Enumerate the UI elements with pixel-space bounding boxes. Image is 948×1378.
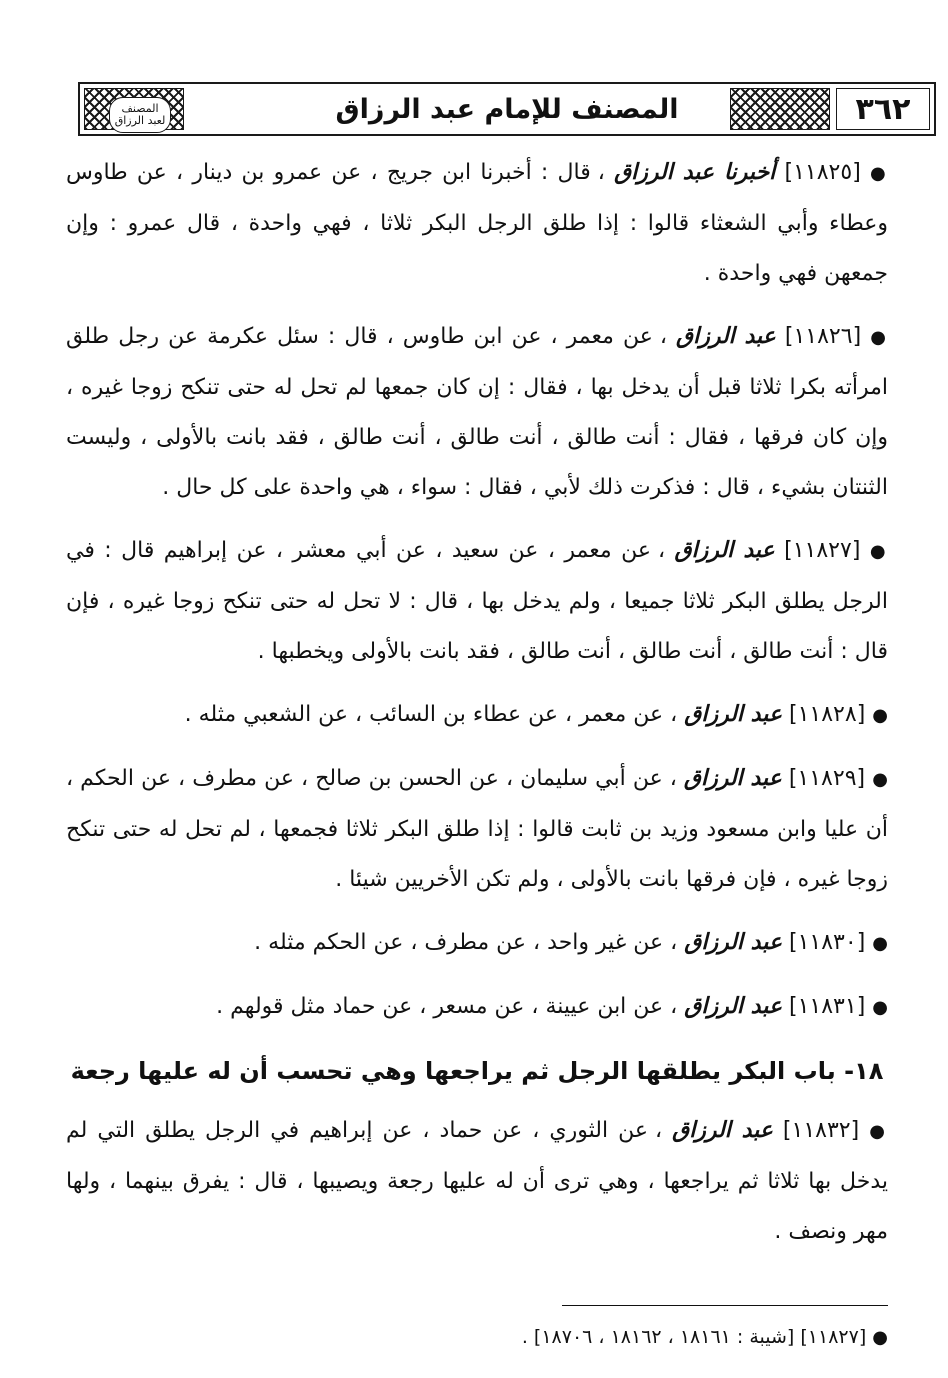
narrator-name: عبد الرزاق — [676, 324, 776, 349]
narrator-name: عبد الرزاق — [684, 702, 782, 727]
footnote-divider — [562, 1305, 888, 1306]
hadith-number: [١١٨٢٧] — [784, 538, 861, 563]
narrator-name: عبد الرزاق — [684, 930, 782, 955]
hadith-text: ، عن أبي سليمان ، عن الحسن بن صالح ، عن مطرف ، عن الحكم ، أن عليا وابن مسعود وزيد بن ثابت قالوا : إذا طلق البكر ثلاثا فجمعها ، لم تحل له حتى تنكح زوجا غيره ، فإن فرقها بانت بالأولى ، ولم تكن الأخريين شيئا . — [66, 766, 888, 892]
narrator-name: عبد الرزاق — [672, 1118, 773, 1143]
hadith-text: ، قال : أخبرنا ابن جريج ، عن عمرو بن دينار ، عن طاوس وعطاء وأبي الشعثاء قالوا : إذا طلق الرجل البكر ثلاثا ، فهي واحدة ، قال عمرو : وإن جمعهن فهي واحدة . — [66, 160, 888, 286]
narrator-name: عبد الرزاق — [684, 994, 782, 1019]
hadith-number: [١١٨٢٥] — [784, 160, 861, 185]
hadith-entry — [66, 148, 888, 299]
footnote-text: [١١٨٢٧] [شيبة : ١٨١٦١ ، ١٨١٦٢ ، ١٨٧٠٦] . — [521, 1326, 867, 1348]
bullet-icon: ● — [872, 997, 888, 1018]
hadith-number: [١١٨٣٠] — [789, 930, 866, 955]
bullet-icon: ● — [872, 1327, 888, 1348]
narrator-name: أخبرنا عبد الرزاق — [614, 160, 776, 185]
bullet-icon: ● — [869, 1121, 888, 1142]
hadith-text: ، عن ابن عيينة ، عن مسعر ، عن حماد مثل قولهم . — [216, 994, 678, 1019]
bullet-icon: ● — [872, 705, 888, 726]
narrator-name: عبد الرزاق — [683, 766, 782, 791]
hadith-text: ، عن الثوري ، عن حماد ، عن إبراهيم في الرجل يطلق التي لم يدخل بها ثلاثا ثم يراجعها ، وهي ترى أن له عليها رجعة ويصيبها ، قال : يفرق بينهما ، ولها مهر ونصف . — [66, 1118, 888, 1244]
page-body — [66, 148, 888, 1270]
narrator-name: عبد الرزاق — [674, 538, 775, 563]
hadith-entry — [66, 982, 888, 1033]
bullet-icon: ● — [872, 933, 888, 954]
page-header — [78, 82, 936, 136]
hadith-entry — [66, 754, 888, 905]
footnote — [66, 1317, 888, 1358]
ornament-right — [730, 88, 830, 130]
hadith-entry — [66, 918, 888, 969]
bullet-icon: ● — [870, 327, 888, 348]
hadith-text: ، عن معمر ، عن عطاء بن السائب ، عن الشعبي مثله . — [184, 702, 678, 727]
hadith-text: ، عن معمر ، عن ابن طاوس ، قال : سئل عكرمة عن رجل طلق امرأته بكرا ثلاثا قبل أن يدخل بها ، فقال : إن كان جمعها لم تحل له حتى تنكح زوجا غيره ، وإن كان فرقها ، فقال : أنت طالق ، أنت طالق ، أنت طالق ، فقد بانت بالأولى ، وليست الثنتان بشيء ، قال : فذكرت ذلك لأبي ، فقال : سواء ، هي واحدة على كل حال . — [66, 324, 888, 500]
hadith-entry — [66, 526, 888, 677]
hadith-number: [١١٨٢٦] — [784, 324, 862, 349]
hadith-entry — [66, 690, 888, 741]
running-title: المصنف للإمام عبد الرزاق — [335, 93, 679, 125]
bullet-icon: ● — [872, 769, 888, 790]
hadith-text: ، عن معمر ، عن سعيد ، عن أبي معشر ، عن إبراهيم قال : في الرجل يطلق البكر ثلاثا جميعا ، ولم يدخل بها ، قال : لا تحل له حتى تنكح زوجا غيره ، فإن قال : أنت طالق ، أنت طالق ، أنت طالق ، فقد بانت بالأولى ويخطبها . — [66, 538, 888, 664]
hadith-text: ، عن غير واحد ، عن مطرف ، عن الحكم مثله . — [254, 930, 678, 955]
bullet-icon: ● — [869, 541, 888, 562]
ornament-left — [84, 88, 184, 130]
hadith-number: [١١٨٢٨] — [789, 702, 866, 727]
hadith-entry — [66, 1106, 888, 1257]
page-number: ٣٦٢ — [836, 88, 930, 130]
hadith-number: [١١٨٢٩] — [788, 766, 866, 791]
book-seal: المصنف لعبد الرزاق — [109, 97, 171, 133]
chapter-heading: ١٨- باب البكر يطلقها الرجل ثم يراجعها وهي تحسب أن له عليها رجعة — [70, 1057, 884, 1085]
hadith-number: [١١٨٣٢] — [782, 1118, 860, 1143]
bullet-icon: ● — [870, 163, 888, 184]
hadith-number: [١١٨٣١] — [789, 994, 866, 1019]
hadith-entry — [66, 312, 888, 513]
